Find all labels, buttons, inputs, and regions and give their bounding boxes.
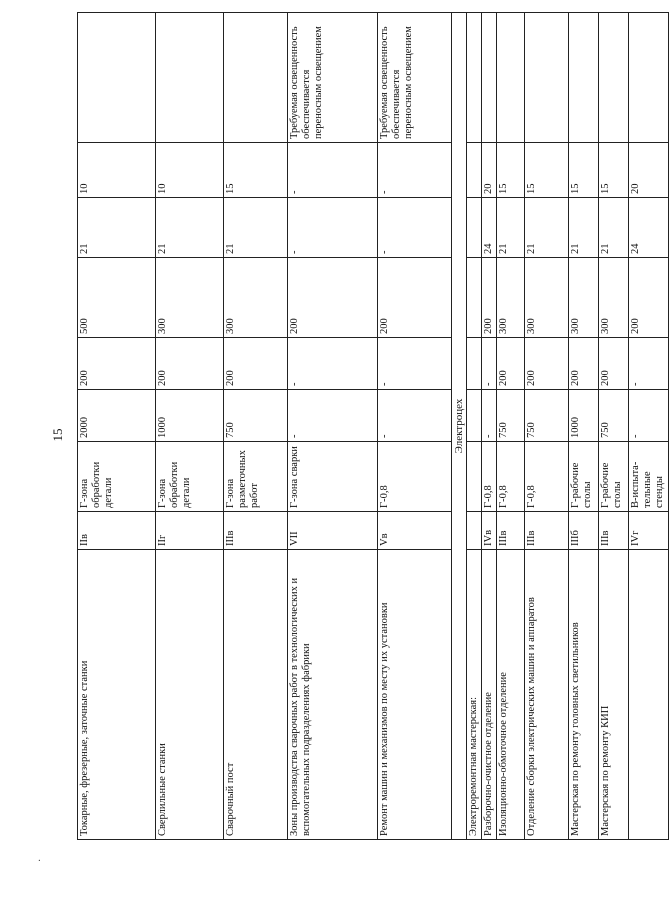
cell-lux-combined: - bbox=[482, 390, 497, 442]
scan-speck: · bbox=[35, 858, 46, 862]
cell-lux-general-combined: - bbox=[288, 338, 378, 390]
cell-lux-general-combined: 200 bbox=[156, 338, 224, 390]
section-title: Электроцех bbox=[452, 13, 467, 840]
cell-discomfort: 24 bbox=[482, 198, 497, 258]
cell-note bbox=[482, 13, 497, 143]
cell-lux-general: 300 bbox=[525, 258, 569, 338]
cell-cat: IIг bbox=[156, 512, 224, 550]
cell-lux-combined: 750 bbox=[525, 390, 569, 442]
cell-lux-general bbox=[467, 258, 482, 338]
cell-name bbox=[629, 550, 669, 840]
cell-lux-general: 300 bbox=[569, 258, 599, 338]
cell-lux-general-combined: - bbox=[378, 338, 452, 390]
cell-lux-general-combined bbox=[467, 338, 482, 390]
cell-surface: Г-рабочие столы bbox=[569, 442, 599, 512]
cell-name: Мастерская по ремонту КИП bbox=[599, 550, 629, 840]
cell-note bbox=[599, 13, 629, 143]
table-row bbox=[525, 13, 569, 840]
cell-cat: IVг bbox=[629, 512, 669, 550]
table-row bbox=[629, 13, 669, 840]
cell-discomfort: 24 bbox=[629, 198, 669, 258]
cell-lux-general-combined: 200 bbox=[497, 338, 525, 390]
cell-lux-general-combined: 200 bbox=[224, 338, 288, 390]
cell-discomfort: 21 bbox=[224, 198, 288, 258]
cell-surface: Г-0,8 bbox=[378, 442, 452, 512]
cell-name: Ремонт машин и механизмов по месту их установки bbox=[378, 550, 452, 840]
cell-lux-general: 300 bbox=[224, 258, 288, 338]
cell-note bbox=[78, 13, 156, 143]
cell-name: Разборочно-очистное отделение bbox=[482, 550, 497, 840]
page-number: 15 bbox=[50, 428, 65, 442]
cell-pulsation: 10 bbox=[78, 143, 156, 198]
cell-lux-combined: - bbox=[288, 390, 378, 442]
cell-note bbox=[224, 13, 288, 143]
cell-lux-combined: 750 bbox=[497, 390, 525, 442]
cell-lux-general-combined: - bbox=[629, 338, 669, 390]
cell-pulsation: - bbox=[378, 143, 452, 198]
cell-discomfort: 21 bbox=[78, 198, 156, 258]
cell-surface: Г-рабочие столы bbox=[599, 442, 629, 512]
cell-pulsation: 15 bbox=[224, 143, 288, 198]
cell-pulsation: 20 bbox=[482, 143, 497, 198]
cell-pulsation: 15 bbox=[569, 143, 599, 198]
cell-note bbox=[569, 13, 599, 143]
cell-name: Изоляционно-обмоточное отделение bbox=[497, 550, 525, 840]
cell-surface: Г-0,8 bbox=[482, 442, 497, 512]
cell-discomfort: 21 bbox=[599, 198, 629, 258]
cell-lux-general-combined: 200 bbox=[78, 338, 156, 390]
table-row bbox=[78, 13, 156, 840]
cell-lux-general-combined: 200 bbox=[569, 338, 599, 390]
cell-note bbox=[497, 13, 525, 143]
cell-surface bbox=[467, 442, 482, 512]
table-row bbox=[467, 13, 482, 840]
cell-note bbox=[525, 13, 569, 143]
cell-lux-combined: 750 bbox=[599, 390, 629, 442]
table-row bbox=[497, 13, 525, 840]
cell-surface: Г-зона сварки bbox=[288, 442, 378, 512]
cell-lux-combined: 750 bbox=[224, 390, 288, 442]
cell-note bbox=[629, 13, 669, 143]
cell-note: Требуемая освещенность обеспечивается переносным освещением bbox=[378, 13, 452, 143]
cell-pulsation bbox=[467, 143, 482, 198]
cell-lux-general: 200 bbox=[629, 258, 669, 338]
cell-name: Электроремонтная мастерская: bbox=[467, 550, 482, 840]
cell-name: Мастерская по ремонту головных светильников bbox=[569, 550, 599, 840]
cell-cat: IIIв bbox=[525, 512, 569, 550]
cell-name: Отделение сборки электрических машин и аппаратов bbox=[525, 550, 569, 840]
cell-lux-general-combined: - bbox=[482, 338, 497, 390]
table-row bbox=[569, 13, 599, 840]
cell-surface: Г-0,8 bbox=[525, 442, 569, 512]
cell-lux-general-combined: 200 bbox=[599, 338, 629, 390]
table-row bbox=[482, 13, 497, 840]
cell-note bbox=[467, 13, 482, 143]
cell-cat: Vв bbox=[378, 512, 452, 550]
cell-lux-combined: 1000 bbox=[569, 390, 599, 442]
cell-lux-combined: 1000 bbox=[156, 390, 224, 442]
cell-surface: В-испыта-тельные стенды bbox=[629, 442, 669, 512]
cell-surface: Г-зона разметочных работ bbox=[224, 442, 288, 512]
cell-discomfort: 21 bbox=[569, 198, 599, 258]
table-row bbox=[599, 13, 629, 840]
cell-discomfort: - bbox=[378, 198, 452, 258]
cell-discomfort: 21 bbox=[156, 198, 224, 258]
cell-lux-combined: - bbox=[629, 390, 669, 442]
cell-lux-general: 300 bbox=[599, 258, 629, 338]
table-row bbox=[378, 13, 452, 840]
lighting-norms-table bbox=[77, 12, 669, 840]
cell-lux-general: 200 bbox=[482, 258, 497, 338]
table-row bbox=[156, 13, 224, 840]
section-row bbox=[452, 13, 467, 840]
cell-pulsation: 15 bbox=[497, 143, 525, 198]
cell-discomfort: - bbox=[288, 198, 378, 258]
cell-note bbox=[156, 13, 224, 143]
cell-pulsation: - bbox=[288, 143, 378, 198]
cell-discomfort: 21 bbox=[497, 198, 525, 258]
table-row bbox=[224, 13, 288, 840]
cell-lux-general: 300 bbox=[156, 258, 224, 338]
cell-cat: IIIв bbox=[224, 512, 288, 550]
cell-lux-combined bbox=[467, 390, 482, 442]
cell-cat: IIIб bbox=[569, 512, 599, 550]
cell-lux-combined: 2000 bbox=[78, 390, 156, 442]
cell-name: Сверлильные станки bbox=[156, 550, 224, 840]
cell-cat: IIIв bbox=[599, 512, 629, 550]
cell-discomfort: 21 bbox=[525, 198, 569, 258]
cell-name: Зоны производства сварочных работ в технологических и вспомогательных подразделениях фабрики bbox=[288, 550, 378, 840]
cell-lux-general: 300 bbox=[497, 258, 525, 338]
cell-name: Сварочный пост bbox=[224, 550, 288, 840]
cell-surface: Г-зона обработки детали bbox=[156, 442, 224, 512]
cell-surface: Г-зона обработки детали bbox=[78, 442, 156, 512]
cell-lux-general-combined: 200 bbox=[525, 338, 569, 390]
cell-pulsation: 15 bbox=[525, 143, 569, 198]
cell-note: Требуемая освещенность обеспечивается переносным освещением bbox=[288, 13, 378, 143]
cell-lux-general: 200 bbox=[378, 258, 452, 338]
cell-lux-combined: - bbox=[378, 390, 452, 442]
cell-pulsation: 20 bbox=[629, 143, 669, 198]
cell-cat: VII bbox=[288, 512, 378, 550]
table-row bbox=[288, 13, 378, 840]
cell-cat: IIIв bbox=[497, 512, 525, 550]
cell-lux-general: 500 bbox=[78, 258, 156, 338]
cell-pulsation: 10 bbox=[156, 143, 224, 198]
cell-lux-general: 200 bbox=[288, 258, 378, 338]
cell-surface: Г-0,8 bbox=[497, 442, 525, 512]
cell-cat: IIв bbox=[78, 512, 156, 550]
cell-cat: IVв bbox=[482, 512, 497, 550]
cell-name: Токарные, фрезерные, заточные станки bbox=[78, 550, 156, 840]
cell-discomfort bbox=[467, 198, 482, 258]
cell-cat bbox=[467, 512, 482, 550]
cell-pulsation: 15 bbox=[599, 143, 629, 198]
